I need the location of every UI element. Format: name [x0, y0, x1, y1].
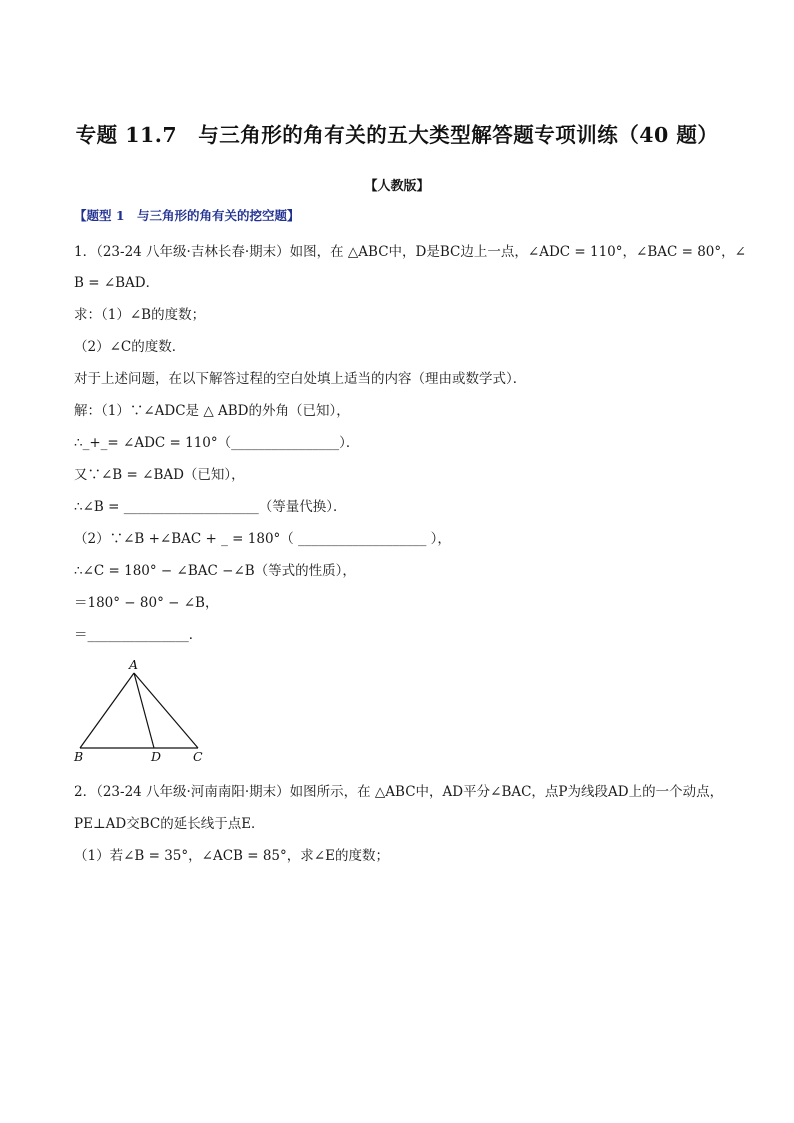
question-1-line-7: ∴_+_= ∠ADC = 110°（________________）．: [74, 435, 360, 451]
triangle-diagram: [68, 655, 218, 767]
question-1-line-13: ＝_______________．: [74, 627, 203, 643]
question-1-line-1: 1．（23-24 八年级·吉林长春·期末）如图，在 △ABC中，D是BC边上一点，∠ADC = 110°，∠BAC = 80°，∠: [74, 244, 746, 260]
question-1-line-8: 又∵∠B = ∠BAD（已知），: [74, 467, 245, 483]
vertex-label-c: C: [193, 749, 203, 764]
question-1-line-9: ∴∠B = ____________________（等量代换）．: [74, 499, 347, 515]
triangle-figure: [68, 655, 218, 767]
question-2-line-2: PE⊥AD交BC的延长线于点E．: [74, 816, 265, 832]
question-1-line-6: 解：（1）∵∠ADC是 △ ABD的外角（已知），: [74, 403, 350, 419]
document-subtitle: 【人教版】: [364, 179, 430, 194]
document-title: 专题 11.7 与三角形的角有关的五大类型解答题专项训练（40 题）: [75, 123, 719, 147]
vertex-label-b: B: [74, 749, 84, 764]
vertex-label-d: D: [151, 749, 162, 764]
side-ab: [80, 673, 134, 748]
question-2-line-1: 2．（23-24 八年级·河南南阳·期末）如图所示，在 △ABC中，AD平分∠BAC，点P为线段AD上的一个动点，: [74, 784, 724, 800]
question-1-line-10: （2）∵∠B +∠BAC + _ = 180°（ ___________________ ），: [74, 531, 451, 547]
question-1-line-5: 对于上述问题，在以下解答过程的空白处填上适当的内容（理由或数学式）．: [74, 371, 527, 387]
section-heading: 【题型 1 与三角形的角有关的挖空题】: [74, 208, 300, 223]
question-2-line-3: （1）若∠B = 35°，∠ACB = 85°，求∠E的度数；: [74, 848, 389, 864]
question-1-line-2: B = ∠BAD．: [74, 275, 160, 291]
vertex-label-a: A: [129, 657, 139, 672]
question-1-line-3: 求：（1）∠B的度数；: [74, 307, 206, 323]
question-1-line-12: ＝180° − 80° − ∠B，: [74, 595, 219, 611]
question-1-line-11: ∴∠C = 180° − ∠BAC −∠B（等式的性质），: [74, 563, 356, 579]
question-1-line-4: （2）∠C的度数．: [74, 339, 186, 355]
